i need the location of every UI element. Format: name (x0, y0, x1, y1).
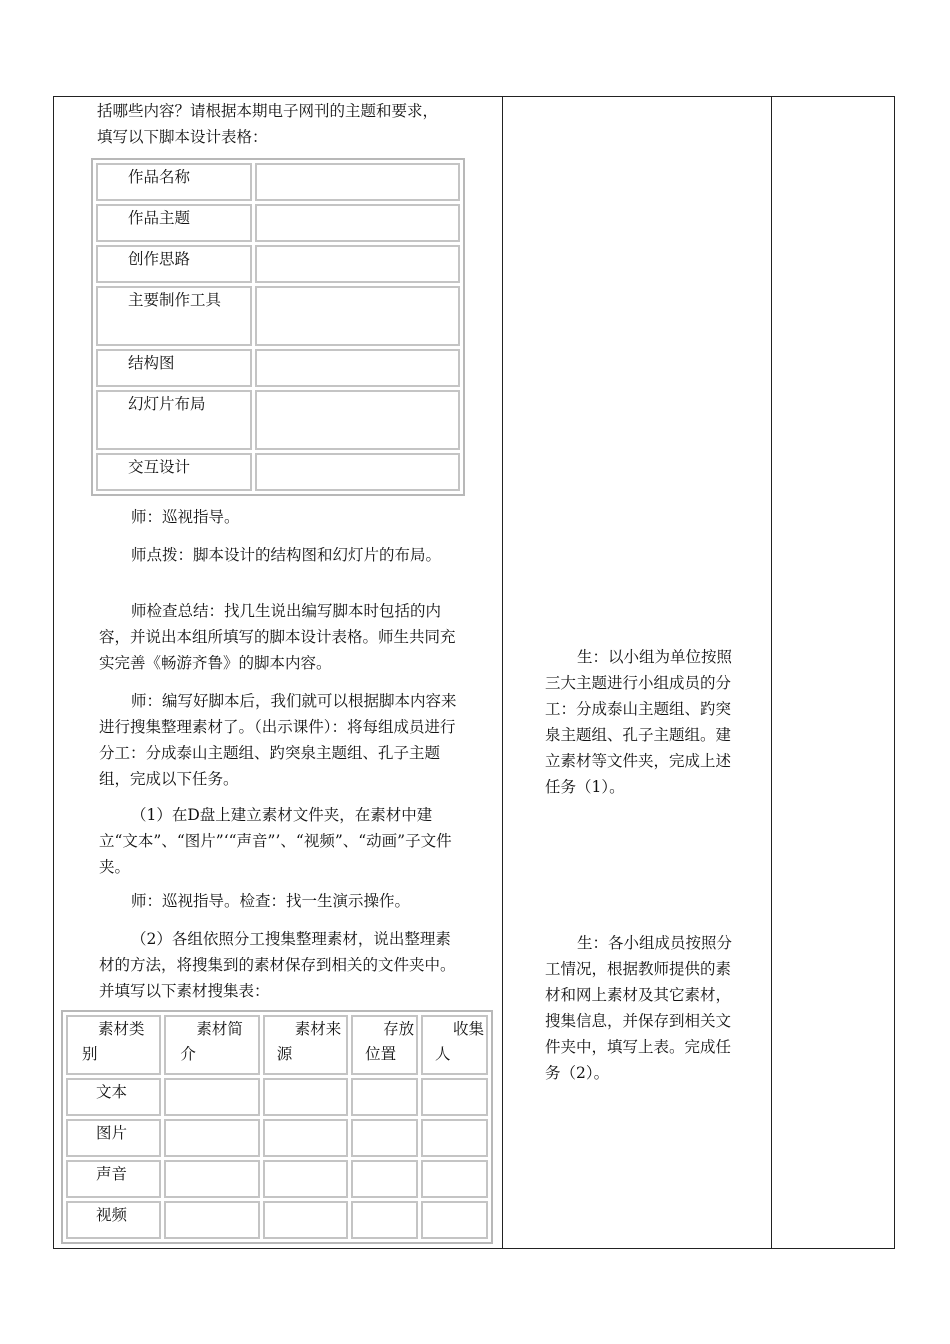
script-row-label: 作品主题 (96, 204, 252, 242)
material-cell[interactable] (351, 1078, 418, 1116)
material-collection-table (61, 1010, 493, 1244)
intro-text: 括哪些内容？请根据本期电子网刊的主题和要求，填写以下脚本设计表格： (97, 102, 439, 146)
material-row-label: 文本 (66, 1078, 161, 1116)
material-cell[interactable] (164, 1119, 259, 1157)
material-row-label: 视频 (66, 1201, 161, 1239)
material-cell[interactable] (421, 1119, 488, 1157)
script-row-label: 交互设计 (96, 453, 252, 491)
teacher-hint: 师点拨：脚本设计的结构图和幻灯片的布局。 (131, 546, 442, 564)
script-row-value[interactable] (255, 453, 460, 491)
task-2: （2）各组依照分工搜集整理素材，说出整理素材的方法，将搜集到的素材保存到相关的文件夹中。并填写以下素材搜集表： (99, 930, 456, 1000)
task-1: （1）在D盘上建立素材文件夹，在素材中建立“文本”、“图片”‘“声音”’、“视频”、“动画”子文件夹。 (99, 806, 452, 876)
script-row-value[interactable] (255, 204, 460, 242)
teacher-task: 师：编写好脚本后，我们就可以根据脚本内容来进行搜集整理素材了。（出示课件）：将每组成员进行分工：分成泰山主题组、趵突泉主题组、孔子主题组，完成以下任务。 (99, 692, 457, 788)
material-cell[interactable] (263, 1119, 348, 1157)
material-cell[interactable] (263, 1201, 348, 1239)
material-cell[interactable] (351, 1119, 418, 1157)
script-row-value[interactable] (255, 245, 460, 283)
script-row-label: 主要制作工具 (96, 286, 252, 346)
teacher-summary: 师检查总结：找几生说出编写脚本时包括的内容，并说出本组所填写的脚本设计表格。师生共同充实完善《畅游齐鲁》的脚本内容。 (99, 602, 456, 672)
script-row-label: 作品名称 (96, 163, 252, 201)
material-cell[interactable] (421, 1160, 488, 1198)
material-cell[interactable] (421, 1078, 488, 1116)
material-cell[interactable] (351, 1160, 418, 1198)
material-cell[interactable] (164, 1160, 259, 1198)
material-row-label: 声音 (66, 1160, 161, 1198)
material-header: 收集人 (421, 1015, 488, 1075)
script-row-label: 创作思路 (96, 245, 252, 283)
material-cell[interactable] (263, 1160, 348, 1198)
material-cell[interactable] (164, 1201, 259, 1239)
student-column (503, 96, 771, 1249)
material-header: 存放位置 (351, 1015, 418, 1075)
teacher-check: 师：巡视指导。检查：找一生演示操作。 (131, 892, 411, 910)
script-design-table (91, 158, 465, 496)
material-header: 素材简介 (164, 1015, 259, 1075)
script-row-value[interactable] (255, 349, 460, 387)
script-row-value[interactable] (255, 390, 460, 450)
material-row-label: 图片 (66, 1119, 161, 1157)
teacher-column (53, 96, 502, 1249)
script-row-value[interactable] (255, 163, 460, 201)
student-activity-1: 生：以小组为单位按照三大主题进行小组成员的分工：分成泰山主题组、趵突泉主题组、孔子主题组。建立素材等文件夹，完成上述任务（1）。 (545, 648, 733, 796)
student-activity-2: 生：各小组成员按照分工情况，根据教师提供的素材和网上素材及其它素材，搜集信息，并保存到相关文件夹中，填写上表。完成任务（2）。 (545, 934, 733, 1082)
script-row-value[interactable] (255, 286, 460, 346)
script-row-label: 结构图 (96, 349, 252, 387)
script-row-label: 幻灯片布局 (96, 390, 252, 450)
material-header: 素材来源 (263, 1015, 348, 1075)
material-header: 素材类别 (66, 1015, 161, 1075)
material-cell[interactable] (421, 1201, 488, 1239)
teacher-patrol: 师：巡视指导。 (131, 508, 240, 526)
material-cell[interactable] (351, 1201, 418, 1239)
material-cell[interactable] (263, 1078, 348, 1116)
material-cell[interactable] (164, 1078, 259, 1116)
column-divider (771, 96, 772, 1249)
